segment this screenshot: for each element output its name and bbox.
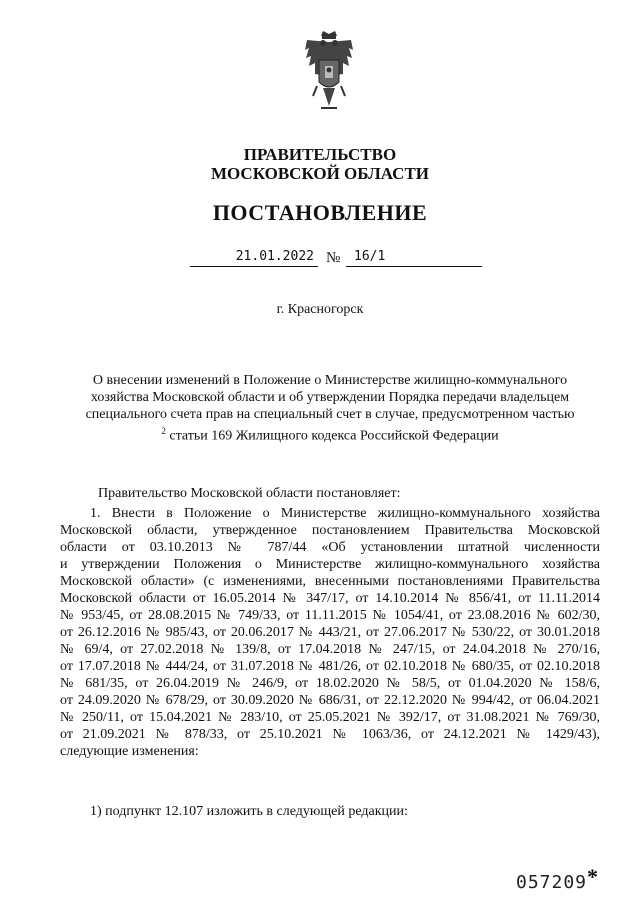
org-name-line1: ПРАВИТЕЛЬСТВО (243, 145, 397, 164)
paragraph-line: № 681/35, от 26.04.2019 № 246/9, от 18.02.2020 № 58/5, от 01.04.2020 № 158/6, (60, 676, 600, 691)
org-name-line2: МОСКОВСКОЙ ОБЛАСТИ (210, 164, 430, 183)
paragraph-line: 1. Внести в Положение о Министерстве жилищно-коммунального хозяйства (90, 506, 600, 521)
subject-line-with-superscript (60, 423, 600, 445)
intro-text: Правительство Московской области постановляет: (98, 486, 401, 501)
paragraph-line: № 953/45, от 28.08.2015 № 749/33, от 11.11.2015 № 1054/41, от 23.08.2016 № 602/30, (60, 608, 600, 623)
paragraph-line: следующие изменения: (60, 744, 199, 759)
subject-line: статьи 169 Жилищного кодекса Российской Федерации (169, 428, 499, 444)
subject-line: О внесении изменений в Положение о Министерстве жилищно-коммунального (92, 373, 568, 388)
paragraph-line: Московской области» (с изменениями, внесенными постановлениями Правительства (60, 574, 600, 589)
superscript: 2 (161, 426, 166, 436)
document-subject (60, 372, 600, 445)
coat-of-arms-emblem (303, 30, 355, 116)
paragraph-line: № 69/4, от 27.02.2018 № 139/8, от 17.04.2018 № 247/15, от 24.04.2018 № 270/16, (60, 642, 600, 657)
document-date: 21.01.2022 (190, 248, 318, 267)
subject-line: специального счета прав на специальный счет в случае, предусмотренном частью (85, 407, 575, 422)
paragraph-line: Московской области от 16.05.2014 № 347/17, от 14.10.2014 № 856/41, от 11.11.2014 (60, 591, 600, 606)
document-type-title: ПОСТАНОВЛЕНИЕ (212, 200, 428, 225)
subject-line: хозяйства Московской области и об утверждении Порядка передачи владельцем (90, 390, 570, 405)
paragraph-1 (60, 505, 600, 760)
serial-stamp-number: 057209 (516, 872, 588, 893)
document-number: 16/1 (346, 248, 482, 267)
paragraph-line: от 17.07.2018 № 444/24, от 31.07.2018 № 481/26, от 02.10.2018 № 680/35, от 02.10.2018 (60, 659, 600, 674)
city: г. Красногорск (276, 302, 364, 317)
paragraph-line: от 24.09.2020 № 678/29, от 30.09.2020 № 686/31, от 22.12.2020 № 994/42, от 06.04.2021 (60, 693, 600, 708)
subpoint-1: 1) подпункт 12.107 изложить в следующей редакции: (90, 804, 408, 819)
paragraph-line: области от 03.10.2013 № 787/44 «Об установлении штатной численности (60, 540, 600, 555)
paragraph-line: Московской области, утвержденное постановлением Правительства Московской (60, 523, 600, 538)
paragraph-line: и утверждении Положения о Министерстве жилищно-коммунального хозяйства (60, 557, 600, 572)
stamp-mark: * (587, 864, 598, 889)
paragraph-line: № 250/11, от 15.04.2021 № 283/10, от 25.05.2021 № 392/17, от 31.08.2021 № 769/30, (60, 710, 600, 725)
number-sign: № (326, 250, 341, 266)
paragraph-line: от 21.09.2021 № 878/33, от 25.10.2021 № 1063/36, от 24.12.2021 № 1429/43), (60, 727, 600, 742)
paragraph-line: от 26.12.2016 № 985/43, от 20.06.2017 № 443/21, от 27.06.2017 № 530/22, от 30.01.2018 (60, 625, 600, 640)
